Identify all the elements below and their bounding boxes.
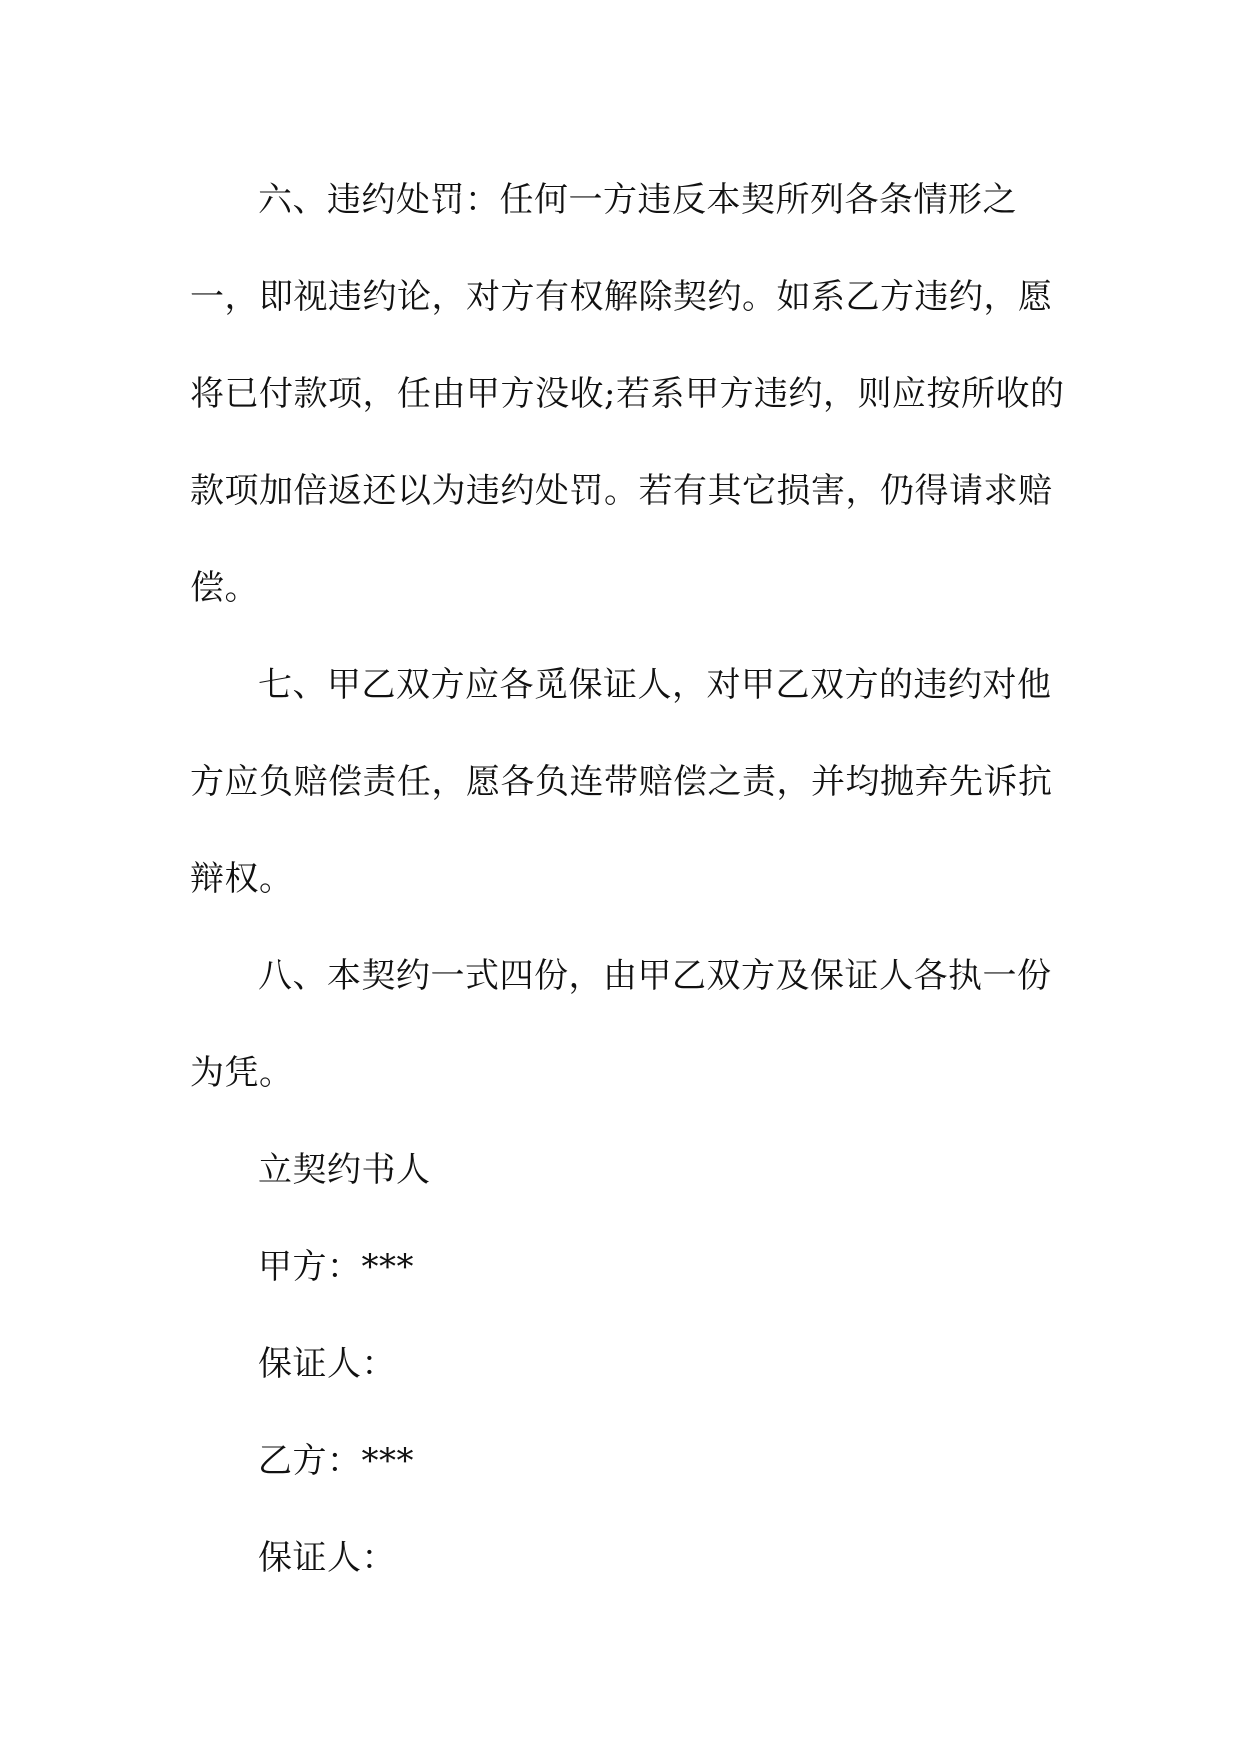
clause-6-line-4: 款项加倍返还以为违约处罚。若有其它损害，仍得请求赔 <box>190 471 1053 511</box>
guarantor-a-signature: 保证人： <box>258 1344 396 1384</box>
clause-6-line-2: 一，即视违约论，对方有权解除契约。如系乙方违约，愿 <box>190 277 1053 317</box>
clause-7-line-3: 辩权。 <box>190 859 294 899</box>
clause-7-line-1: 七、甲乙双方应各觅保证人，对甲乙双方的违约对他 <box>258 665 1052 705</box>
clause-6-line-5: 偿。 <box>190 568 259 608</box>
clause-6-line-1: 六、违约处罚：任何一方违反本契所列各条情形之 <box>258 180 1017 220</box>
guarantor-b-signature: 保证人： <box>258 1538 396 1578</box>
clause-7-line-2: 方应负赔偿责任，愿各负连带赔偿之责，并均抛弃先诉抗 <box>190 762 1053 802</box>
party-a-signature: 甲方：*** <box>258 1247 414 1287</box>
signatories-heading: 立契约书人 <box>258 1150 431 1190</box>
party-b-signature: 乙方：*** <box>258 1441 414 1481</box>
clause-8-line-2: 为凭。 <box>190 1053 294 1093</box>
clause-8-line-1: 八、本契约一式四份，由甲乙双方及保证人各执一份 <box>258 956 1052 996</box>
clause-6-line-3: 将已付款项，任由甲方没收;若系甲方违约，则应按所收的 <box>190 374 1065 414</box>
